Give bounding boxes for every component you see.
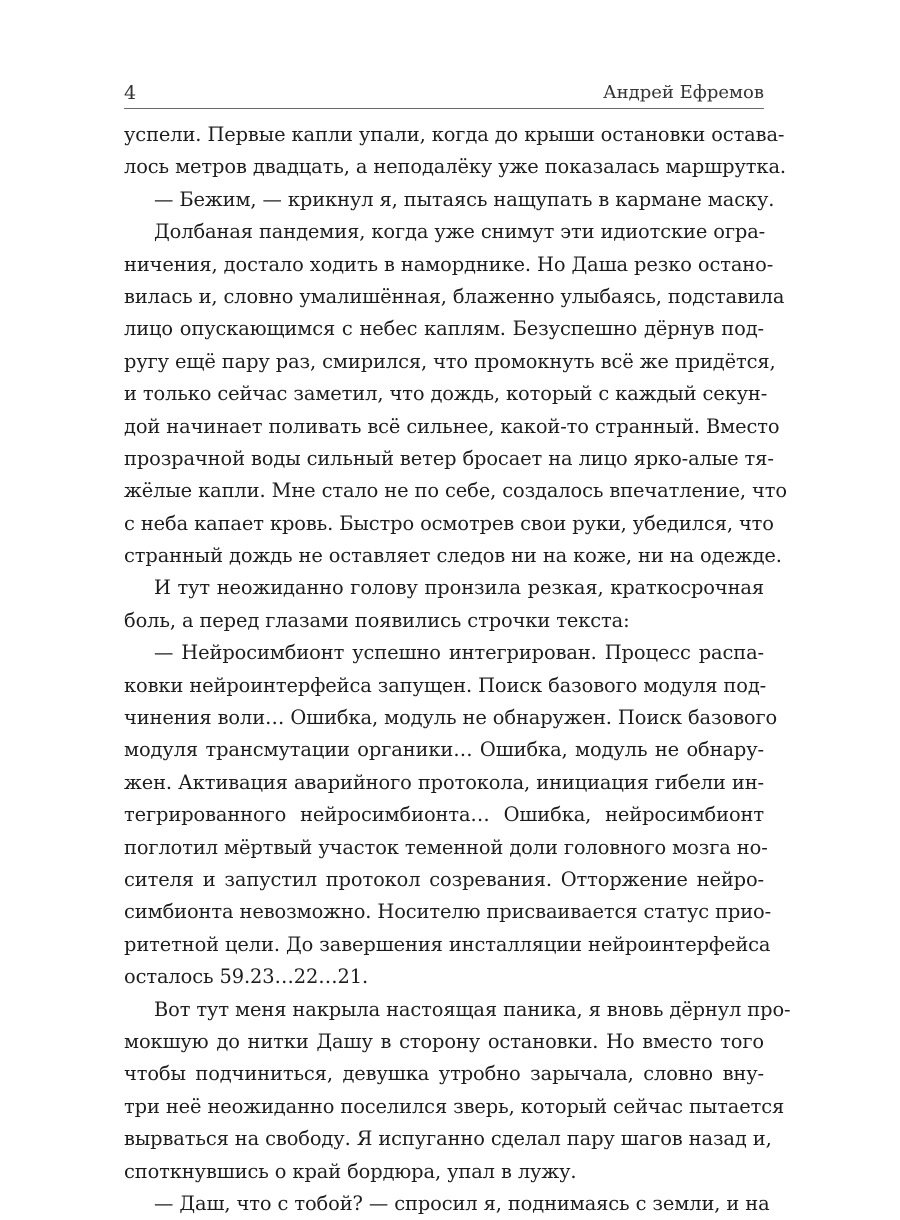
text-line: осталось 59.23…22…21. [124, 965, 369, 989]
text-line: дой начинает поливать всё сильнее, какой-то странный. Вместо [124, 414, 780, 438]
text-line: три неё неожиданно поселился зверь, который сейчас пытается [124, 1094, 785, 1118]
paragraph [124, 1188, 770, 1220]
text-line: прозрачной воды сильный ветер бросает на лицо ярко-алые тя- [124, 446, 774, 470]
running-header [124, 78, 764, 109]
page-number: 4 [124, 82, 137, 104]
text-line: вилась и, словно умалишённая, блаженно улыбаясь, подставила [124, 284, 785, 308]
text-line: сителя и запустил протокол созревания. Отторжение нейро- [124, 867, 764, 891]
text-line: лицо опускающимся с небес каплям. Безуспешно дёрнув под- [124, 317, 764, 341]
text-line: с неба капает кровь. Быстро осмотрев свои руки, убедился, что [124, 511, 774, 535]
author-name: Андрей Ефремов [603, 82, 764, 103]
text-line: Долбаная пандемия, когда уже снимут эти идиотские огра- [154, 220, 766, 244]
text-line: жёлые капли. Мне стало не по себе, создалось впечатление, что [124, 479, 787, 503]
paragraph [124, 184, 775, 216]
text-line: И тут неожиданно голову пронзила резкая, краткосрочная [154, 576, 764, 600]
text-line: — Даш, что с тобой? — спросил я, поднимаясь с земли, и на [154, 1191, 770, 1215]
paragraph [124, 994, 791, 1188]
paragraph [124, 572, 764, 637]
text-line: Вот тут меня накрыла настоящая паника, я вновь дёрнул про- [154, 997, 791, 1021]
text-line: — Нейросимбионт успешно интегрирован. Процесс распа- [154, 641, 764, 665]
text-line: странный дождь не оставляет следов ни на коже, ни на одежде. [124, 544, 782, 568]
text-line: вырваться на свободу. Я испуганно сделал пару шагов назад и, [124, 1127, 772, 1151]
text-line: поглотил мёртвый участок теменной доли головного мозга но- [124, 835, 768, 859]
text-line: тегрированного нейросимбионта… Ошибка, нейросимбионт [124, 803, 764, 827]
text-line: ритетной цели. До завершения инсталляции нейроинтерфейса [124, 932, 771, 956]
paragraph [124, 637, 778, 993]
text-line: боль, а перед глазами появились строчки текста: [124, 608, 630, 632]
text-line: симбионта невозможно. Носителю присваивается статус прио- [124, 900, 772, 924]
text-line: — Бежим, — крикнул я, пытаясь нащупать в кармане маску. [154, 187, 775, 211]
book-page [124, 78, 791, 1220]
text-line: лось метров двадцать, а неподалёку уже показалась маршрутка. [124, 155, 786, 179]
text-line: и только сейчас заметил, что дождь, который с каждый секун- [124, 382, 768, 406]
body-text [124, 119, 791, 1220]
text-line: мокшую до нитки Дашу в сторону остановки. Но вместо того [124, 1029, 764, 1053]
text-line: модуля трансмутации органики… Ошибка, модуль не обнару- [124, 738, 764, 762]
text-line: ругу ещё пару раз, смирился, что промокнуть всё же придётся, [124, 349, 776, 373]
text-line: чтобы подчиниться, девушка утробно зарычала, словно вну- [124, 1062, 764, 1086]
text-line: ничения, достало ходить в наморднике. Но Даша резко остано- [124, 252, 774, 276]
text-line: жен. Активация аварийного протокола, инициация гибели ин- [124, 770, 764, 794]
paragraph [124, 119, 786, 184]
text-line: ковки нейроинтерфейса запущен. Поиск базового модуля под- [124, 673, 767, 697]
text-line: успели. Первые капли упали, когда до крыши остановки остава- [124, 123, 785, 146]
paragraph [124, 216, 787, 572]
text-line: чинения воли… Ошибка, модуль не обнаружен. Поиск базового [124, 706, 778, 730]
text-line: споткнувшись о край бордюра, упал в лужу. [124, 1159, 577, 1183]
